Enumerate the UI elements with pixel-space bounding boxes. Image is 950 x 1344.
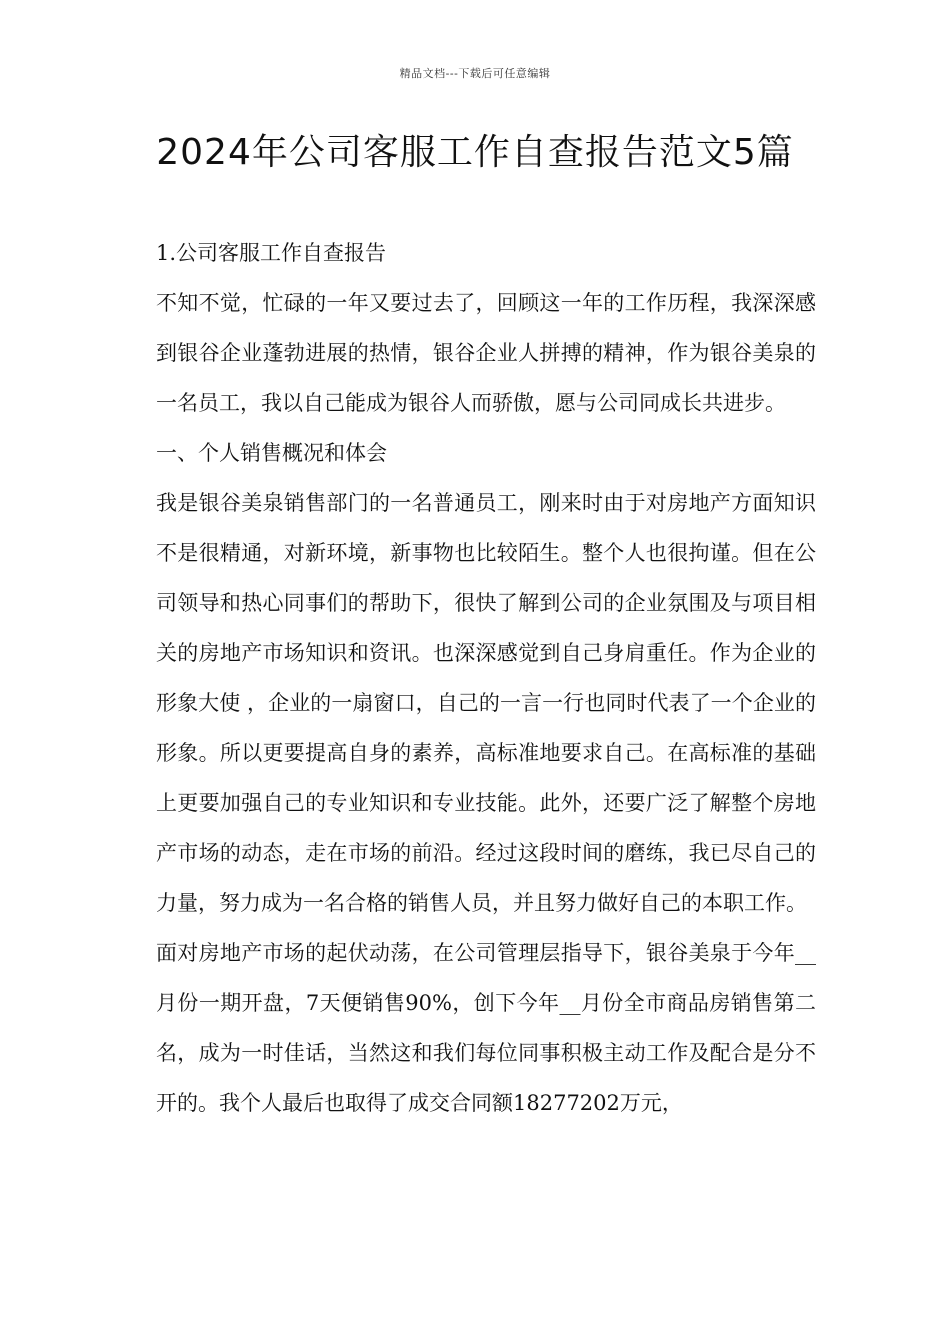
paragraph-market: 面对房地产市场的起伏动荡，在公司管理层指导下，银谷美泉于今年__月份一期开盘，7天便销售90%，创下今年__月份全市商品房销售第二名，成为一时佳话，当然这和我们每位同事积极主动工作及配合是分不开的。我个人最后也取得了成交合同额18277202万元， — [156, 941, 816, 1115]
page-header: 精品文档---下载后可任意编辑 — [399, 67, 551, 80]
paragraph-experience: 我是银谷美泉销售部门的一名普通员工，刚来时由于对房地产方面知识不是很精通，对新环境，新事物也比较陌生。整个人也很拘谨。但在公司领导和热心同事们的帮助下，很快了解到公司的企业氛围及与项目相关的房地产市场知识和资讯。也深深感觉到自己身肩重任。作为企业的 形象大使 ，企业的一扇窗口，自己的一言一行也同时代表了一个企业的形象。所以更要提高自身的素养，高标准地要求自己。在高标准的基础上更要加强自己的专业知识和专业技能。此外，还要广泛了解整个房地产市场的动态，走在市场的前沿。经过这段时间的磨练，我已尽自己的力量，努力成为一名合格的销售人员，并且努力做好自己的本职工作。 — [156, 491, 816, 915]
section-heading-1: 1.公司客服工作自查报告 — [156, 241, 387, 265]
paragraph-intro: 不知不觉，忙碌的一年又要过去了，回顾这一年的工作历程，我深深感到银谷企业蓬勃进展的热情，银谷企业人拼搏的精神，作为银谷美泉的一名员工，我以自己能成为银谷人而骄傲，愿与公司同成长共进步。 — [156, 291, 816, 415]
document-body — [146, 228, 816, 1128]
document-title: 2024年公司客服工作自查报告范文5篇 — [156, 132, 794, 173]
section-heading-personal-sales: 一、个人销售概况和体会 — [156, 441, 387, 465]
